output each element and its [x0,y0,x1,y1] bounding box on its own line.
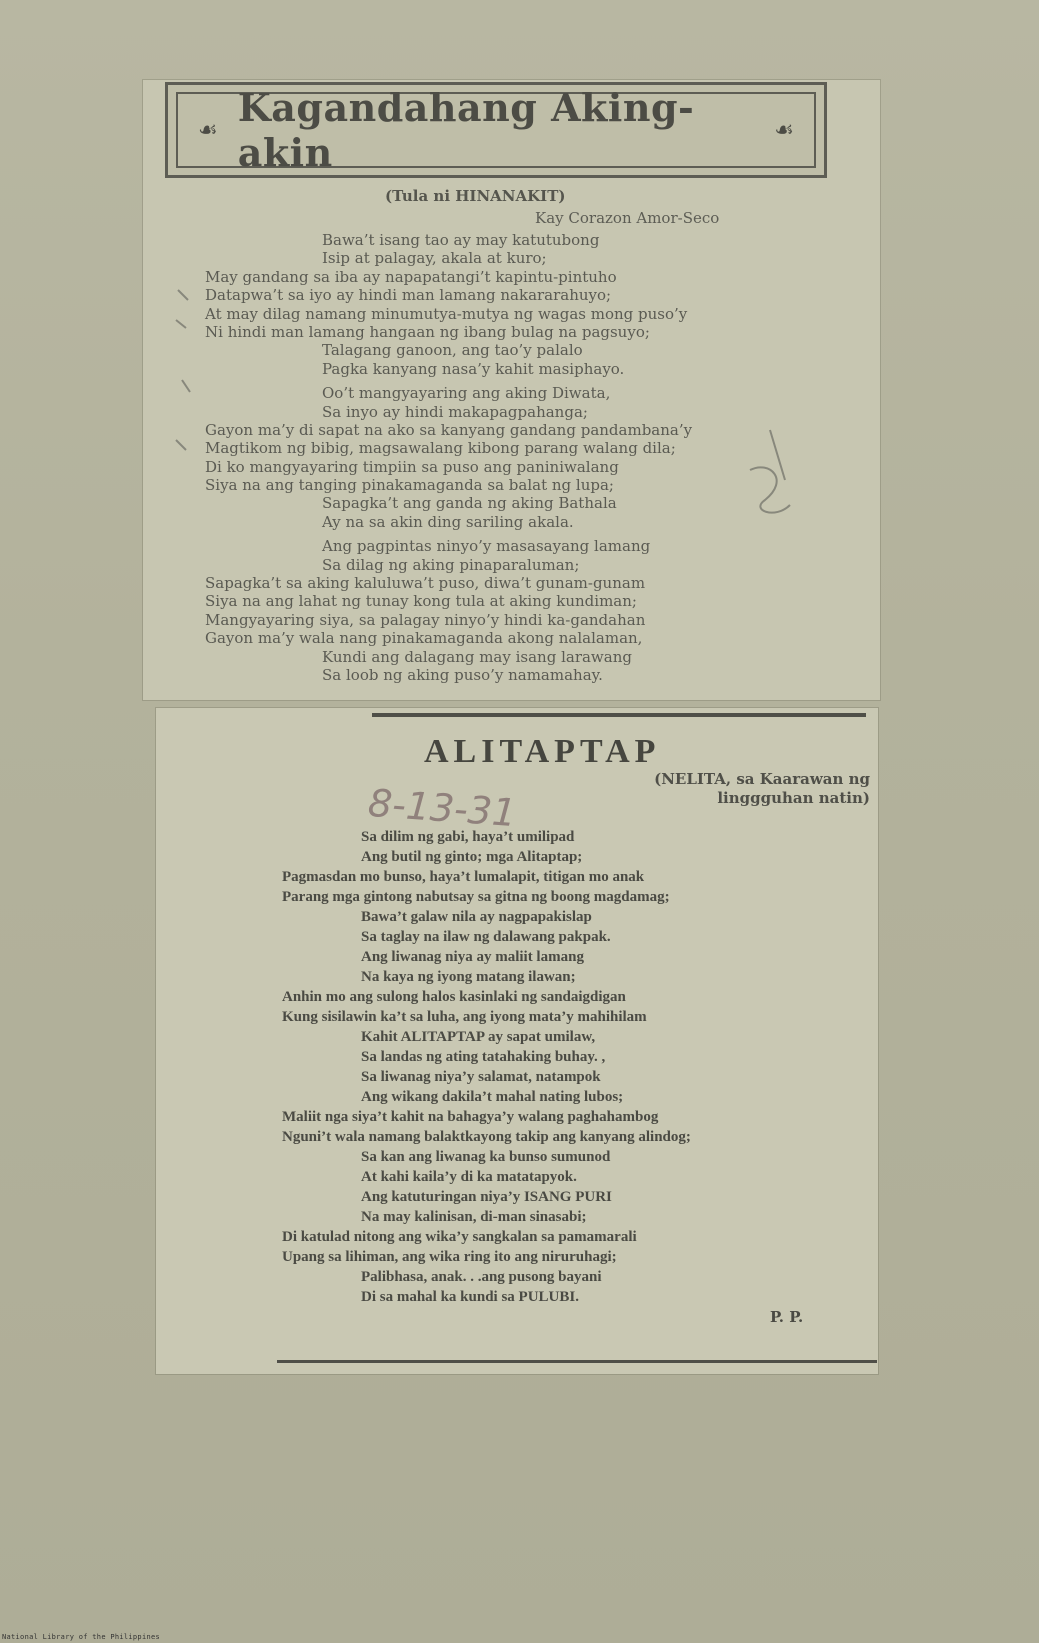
poem2-credit-line2: linggguhan natin) [717,789,870,807]
poem1-line: Sapagka’t sa aking kaluluwa’t puso, diwa’t gunam-gunam [205,574,646,593]
poem2-line: Ang wikang dakila’t mahal nating lubos; [361,1089,624,1105]
poem2-line: Pagmasdan mo bunso, haya’t lumalapit, titigan mo anak [282,869,645,885]
poem2-line: Di sa mahal ka kundi sa PULUBI. [361,1289,579,1305]
poem2-line: Palibhasa, anak. . .ang pusong bayani [361,1269,602,1285]
poem2-credit-line1: (NELITA, sa Kaarawan ng [654,770,870,788]
poem1-line: Di ko mangyayaring timpiin sa puso ang paniniwalang [205,457,619,476]
poem1-dedication: Kay Corazon Amor-Seco [535,209,720,227]
poem1-line: Kundi ang dalagang may isang larawang [322,647,632,666]
bottom-rule [277,1360,877,1363]
poem1-line: Isip at palagay, akala at kuro; [322,249,547,268]
poem2-line: Kung sisilawin ka’t sa luha, ang iyong mata’y mahihilam [282,1009,647,1025]
poem1-byline: (Tula ni HINANAKIT) [385,187,566,205]
poem1-line: Talagang ganoon, ang tao’y palalo [322,341,583,360]
poem2-line: Ang butil ng ginto; mga Alitaptap; [361,849,583,865]
poem1-line: Oo’t mangyayaring ang aking Diwata, [322,384,611,403]
poem2-signature: P. P. [770,1308,804,1326]
poem1-line: Gayon ma’y di sapat na ako sa kanyang gandang pandambana’y [205,420,693,439]
poem1-line: Ni hindi man lamang hangaan ng ibang bulag na pagsuyo; [205,322,650,341]
poem1-line: Ay na sa akin ding sariling akala. [322,512,574,531]
poem2-line: Sa dilim ng gabi, haya’t umilipad [361,829,575,845]
poem2-line: Nguni’t wala namang balaktkayong takip ang kanyang alindog; [282,1129,691,1145]
poem1-line: Siya na ang tanging pinakamaganda sa balat ng lupa; [205,476,614,495]
poem2-line: Ang liwanag niya ay maliit lamang [361,949,584,965]
poem2-line: Kahit ALITAPTAP ay sapat umilaw, [361,1029,596,1045]
poem1-line: Ang pagpintas ninyo’y masasayang lamang [322,537,651,556]
handwritten-date: 8-13-31 [366,780,518,836]
poem1-line: May gandang sa iba ay napapatangi’t kapintu-pintuho [205,267,617,286]
poem2-line: Na may kalinisan, di-man sinasabi; [361,1209,587,1225]
poem1-line: Bawa’t isang tao ay may katutubong [322,231,600,249]
poem2-line: Upang sa lihiman, ang wika ring ito ang niruruhagi; [282,1249,617,1265]
pencil-mark-left [170,280,200,480]
poem2-line: Sa liwanag niya’y salamat, natampok [361,1069,601,1085]
poem1-line: Sa loob ng aking puso’y namamahay. [322,665,603,684]
poem2-line: Sa taglay na ilaw ng dalawang pakpak. [361,929,611,945]
ornament-left-icon: ☙ [198,117,218,143]
footer-credit: National Library of the Philippines [2,1633,161,1641]
poem2-line: Sa landas ng ating tatahaking buhay. , [361,1049,606,1065]
poem1-line: Gayon ma’y wala nang pinakamaganda akong nalalaman, [205,629,643,648]
poem1-line: Sapagka’t ang ganda ng aking Bathala [322,494,617,513]
poem1-line: Sa dilag ng aking pinaparaluman; [322,555,580,574]
title-banner [165,82,827,178]
pencil-mark-right [730,420,810,530]
poem1-line: Sa inyo ay hindi makapagpahanga; [322,402,588,421]
poem2-line: Parang mga gintong nabutsay sa gitna ng boong magdamag; [282,889,670,905]
poem1-line: Pagka kanyang nasa’y kahit masiphayo. [322,359,625,378]
ornament-right-icon: ☙ [774,117,794,143]
separator-rule [372,713,866,717]
poem1-line: Datapwa’t sa iyo ay hindi man lamang nakararahuyo; [205,286,612,305]
poem1-line: Siya na ang lahat ng tunay kong tula at aking kundiman; [205,592,637,611]
poem1-line: Mangyayaring siya, sa palagay ninyo’y hindi ka-gandahan [205,610,646,629]
poem2-title: ALITAPTAP [424,733,661,770]
poem1-line: Magtikom ng bibig, magsawalang kibong parang walang dila; [205,439,676,458]
poem1-line: At may dilag namang minumutya-mutya ng wagas mong puso’y [205,304,688,323]
poem2-line: Ang katuturingan niya’y ISANG PURI [361,1189,612,1205]
poem2-line: At kahi kaila’y di ka matatapyok. [361,1169,577,1185]
poem2-line: Maliit nga siya’t kahit na bahagya’y walang paghahambog [282,1109,659,1125]
poem2-line: Sa kan ang liwanag ka bunso sumunod [361,1149,611,1165]
poem2-line: Na kaya ng iyong matang ilawan; [361,969,576,985]
title-banner-inner-border [176,85,816,175]
poem2-line: Bawa’t galaw nila ay nagpapakislap [361,909,592,925]
poem1-title: Kagandahang Aking-akin [237,85,695,175]
poem2-body [282,827,882,1307]
poem2-line: Di katulad nitong ang wika’y sangkalan sa pamamarali [282,1229,637,1245]
poem2-line: Anhin mo ang sulong halos kasinlaki ng sandaigdigan [282,989,626,1005]
poem2-credit [610,770,870,808]
